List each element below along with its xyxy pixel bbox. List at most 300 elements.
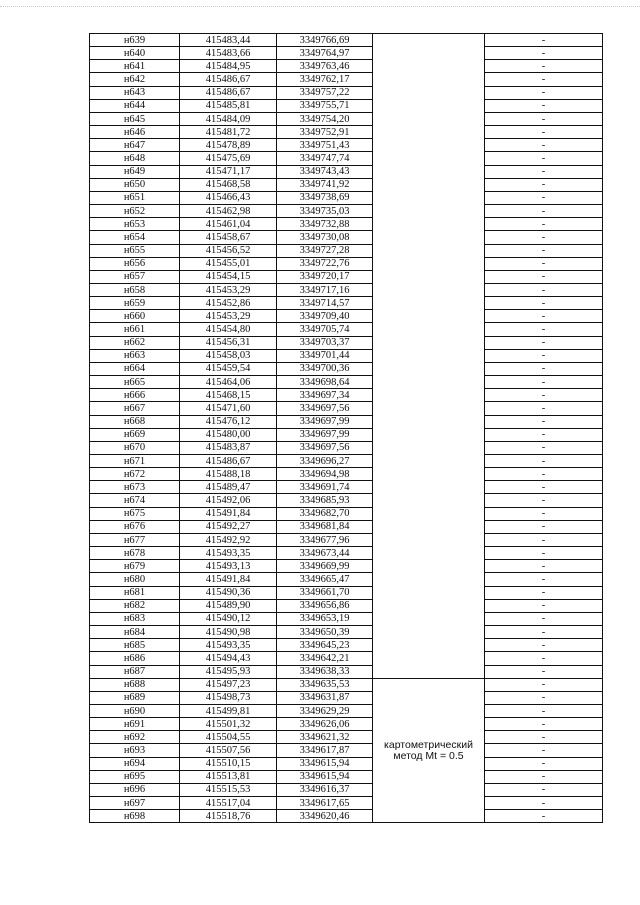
dash-cell: - [485,34,603,47]
x-coord-cell: 415486,67 [180,455,277,468]
x-coord-cell: 415499,81 [180,704,277,717]
x-coord-cell: 415498,73 [180,691,277,704]
dash-cell: - [485,165,603,178]
point-id-cell: н640 [90,47,180,60]
dash-cell: - [485,718,603,731]
y-coord-cell: 3349762,17 [277,73,373,86]
table-row [90,86,603,99]
x-coord-cell: 415461,04 [180,218,277,231]
point-id-cell: н690 [90,704,180,717]
point-id-cell: н672 [90,468,180,481]
y-coord-cell: 3349621,32 [277,731,373,744]
dash-cell: - [485,560,603,573]
point-id-cell: н676 [90,520,180,533]
table-row [90,665,603,678]
table-row [90,323,603,336]
table-row [90,362,603,375]
table-row [90,810,603,823]
dash-cell: - [485,336,603,349]
table-row [90,560,603,573]
x-coord-cell: 415501,32 [180,718,277,731]
point-id-cell: н659 [90,297,180,310]
point-id-cell: н655 [90,244,180,257]
dash-cell: - [485,468,603,481]
x-coord-cell: 415488,18 [180,468,277,481]
table-row [90,797,603,810]
dash-cell: - [485,205,603,218]
x-coord-cell: 415510,15 [180,757,277,770]
point-id-cell: н644 [90,99,180,112]
point-id-cell: н678 [90,547,180,560]
dash-cell: - [485,797,603,810]
x-coord-cell: 415497,23 [180,678,277,691]
table-row [90,547,603,560]
table-row [90,165,603,178]
dash-cell: - [485,362,603,375]
x-coord-cell: 415490,98 [180,626,277,639]
point-id-cell: н671 [90,455,180,468]
x-coord-cell: 415453,29 [180,283,277,296]
table-row [90,191,603,204]
table-row [90,47,603,60]
table-row [90,770,603,783]
x-coord-cell: 415485,81 [180,99,277,112]
y-coord-cell: 3349751,43 [277,139,373,152]
dash-cell: - [485,612,603,625]
y-coord-cell: 3349709,40 [277,310,373,323]
table-row [90,428,603,441]
x-coord-cell: 415493,13 [180,560,277,573]
y-coord-cell: 3349735,03 [277,205,373,218]
x-coord-cell: 415452,86 [180,297,277,310]
y-coord-cell: 3349763,46 [277,60,373,73]
y-coord-cell: 3349752,91 [277,126,373,139]
table-row [90,99,603,112]
point-id-cell: н679 [90,560,180,573]
point-id-cell: н661 [90,323,180,336]
x-coord-cell: 415458,03 [180,349,277,362]
table-row [90,376,603,389]
dash-cell: - [485,323,603,336]
table-row [90,389,603,402]
dash-cell: - [485,481,603,494]
x-coord-cell: 415507,56 [180,744,277,757]
x-coord-cell: 415494,43 [180,652,277,665]
x-coord-cell: 415481,72 [180,126,277,139]
x-coord-cell: 415468,58 [180,178,277,191]
dash-cell: - [485,376,603,389]
x-coord-cell: 415518,76 [180,810,277,823]
x-coord-cell: 415492,92 [180,533,277,546]
dash-cell: - [485,731,603,744]
dash-cell: - [485,665,603,678]
table-row [90,468,603,481]
y-coord-cell: 3349697,99 [277,415,373,428]
x-coord-cell: 415471,60 [180,402,277,415]
y-coord-cell: 3349665,47 [277,573,373,586]
table-row [90,586,603,599]
dash-cell: - [485,283,603,296]
dash-cell: - [485,99,603,112]
point-id-cell: н691 [90,718,180,731]
y-coord-cell: 3349697,34 [277,389,373,402]
dash-cell: - [485,47,603,60]
y-coord-cell: 3349635,53 [277,678,373,691]
y-coord-cell: 3349682,70 [277,507,373,520]
method-cell: картометрический метод Mt = 0.5 [373,678,485,823]
point-id-cell: н668 [90,415,180,428]
point-id-cell: н694 [90,757,180,770]
table-row [90,231,603,244]
y-coord-cell: 3349698,64 [277,376,373,389]
y-coord-cell: 3349757,22 [277,86,373,99]
dash-cell: - [485,73,603,86]
dash-cell: - [485,770,603,783]
dash-cell: - [485,652,603,665]
point-id-cell: н685 [90,639,180,652]
point-id-cell: н651 [90,191,180,204]
x-coord-cell: 415456,31 [180,336,277,349]
table-row [90,691,603,704]
table-row [90,283,603,296]
x-coord-cell: 415468,15 [180,389,277,402]
dash-cell: - [485,270,603,283]
table-row [90,757,603,770]
point-id-cell: н653 [90,218,180,231]
table-row [90,652,603,665]
table-row [90,455,603,468]
x-coord-cell: 415454,15 [180,270,277,283]
table-row [90,481,603,494]
x-coord-cell: 415480,00 [180,428,277,441]
table-row [90,744,603,757]
x-coord-cell: 415486,67 [180,86,277,99]
point-id-cell: н687 [90,665,180,678]
dash-cell: - [485,126,603,139]
y-coord-cell: 3349701,44 [277,349,373,362]
y-coord-cell: 3349645,23 [277,639,373,652]
x-coord-cell: 415490,12 [180,612,277,625]
point-id-cell: н697 [90,797,180,810]
dash-cell: - [485,112,603,125]
scan-edge-line [0,6,640,11]
point-id-cell: н670 [90,441,180,454]
y-coord-cell: 3349626,06 [277,718,373,731]
point-id-cell: н647 [90,139,180,152]
table-row [90,178,603,191]
y-coord-cell: 3349700,36 [277,362,373,375]
x-coord-cell: 415454,80 [180,323,277,336]
y-coord-cell: 3349617,65 [277,797,373,810]
table-row [90,257,603,270]
point-id-cell: н693 [90,744,180,757]
y-coord-cell: 3349738,69 [277,191,373,204]
table-row [90,731,603,744]
y-coord-cell: 3349656,86 [277,599,373,612]
y-coord-cell: 3349754,20 [277,112,373,125]
y-coord-cell: 3349631,87 [277,691,373,704]
x-coord-cell: 415491,84 [180,507,277,520]
x-coord-cell: 415471,17 [180,165,277,178]
point-id-cell: н650 [90,178,180,191]
y-coord-cell: 3349727,28 [277,244,373,257]
y-coord-cell: 3349615,94 [277,770,373,783]
dash-cell: - [485,744,603,757]
dash-cell: - [485,191,603,204]
point-id-cell: н666 [90,389,180,402]
point-id-cell: н692 [90,731,180,744]
y-coord-cell: 3349673,44 [277,547,373,560]
table-row [90,310,603,323]
y-coord-cell: 3349714,57 [277,297,373,310]
y-coord-cell: 3349741,92 [277,178,373,191]
y-coord-cell: 3349732,88 [277,218,373,231]
point-id-cell: н662 [90,336,180,349]
dash-cell: - [485,507,603,520]
y-coord-cell: 3349620,46 [277,810,373,823]
x-coord-cell: 415504,55 [180,731,277,744]
table-row [90,626,603,639]
dash-cell: - [485,691,603,704]
point-id-cell: н698 [90,810,180,823]
point-id-cell: н643 [90,86,180,99]
y-coord-cell: 3349629,29 [277,704,373,717]
dash-cell: - [485,704,603,717]
table-row [90,639,603,652]
y-coord-cell: 3349617,87 [277,744,373,757]
y-coord-cell: 3349685,93 [277,494,373,507]
x-coord-cell: 415453,29 [180,310,277,323]
table-row [90,34,603,47]
table-row [90,218,603,231]
dash-cell: - [485,244,603,257]
method-cell [373,34,485,679]
point-id-cell: н688 [90,678,180,691]
dash-cell: - [485,86,603,99]
y-coord-cell: 3349650,39 [277,626,373,639]
point-id-cell: н695 [90,770,180,783]
point-id-cell: н646 [90,126,180,139]
y-coord-cell: 3349766,69 [277,34,373,47]
dash-cell: - [485,349,603,362]
y-coord-cell: 3349743,43 [277,165,373,178]
point-id-cell: н684 [90,626,180,639]
y-coord-cell: 3349653,19 [277,612,373,625]
dash-cell: - [485,139,603,152]
x-coord-cell: 415493,35 [180,547,277,560]
table-row [90,612,603,625]
table-row [90,402,603,415]
table-row [90,126,603,139]
point-id-cell: н645 [90,112,180,125]
dash-cell: - [485,573,603,586]
table-row [90,783,603,796]
point-id-cell: н663 [90,349,180,362]
y-coord-cell: 3349722,76 [277,257,373,270]
point-id-cell: н683 [90,612,180,625]
table-row [90,599,603,612]
y-coord-cell: 3349642,21 [277,652,373,665]
y-coord-cell: 3349755,71 [277,99,373,112]
point-id-cell: н682 [90,599,180,612]
y-coord-cell: 3349691,74 [277,481,373,494]
x-coord-cell: 415459,54 [180,362,277,375]
table-row [90,60,603,73]
point-id-cell: н673 [90,481,180,494]
dash-cell: - [485,586,603,599]
table-row [90,139,603,152]
dash-cell: - [485,428,603,441]
y-coord-cell: 3349717,16 [277,283,373,296]
x-coord-cell: 415455,01 [180,257,277,270]
point-id-cell: н649 [90,165,180,178]
x-coord-cell: 415483,66 [180,47,277,60]
dash-cell: - [485,441,603,454]
point-id-cell: н660 [90,310,180,323]
y-coord-cell: 3349638,33 [277,665,373,678]
table-row [90,336,603,349]
y-coord-cell: 3349703,37 [277,336,373,349]
dash-cell: - [485,639,603,652]
x-coord-cell: 415484,95 [180,60,277,73]
y-coord-cell: 3349697,99 [277,428,373,441]
dash-cell: - [485,60,603,73]
x-coord-cell: 415491,84 [180,573,277,586]
x-coord-cell: 415456,52 [180,244,277,257]
x-coord-cell: 415493,35 [180,639,277,652]
table-row [90,297,603,310]
dash-cell: - [485,178,603,191]
dash-cell: - [485,297,603,310]
x-coord-cell: 415486,67 [180,73,277,86]
table-row [90,415,603,428]
x-coord-cell: 415476,12 [180,415,277,428]
x-coord-cell: 415515,53 [180,783,277,796]
x-coord-cell: 415475,69 [180,152,277,165]
point-id-cell: н665 [90,376,180,389]
point-id-cell: н680 [90,573,180,586]
y-coord-cell: 3349677,96 [277,533,373,546]
y-coord-cell: 3349720,17 [277,270,373,283]
x-coord-cell: 415458,67 [180,231,277,244]
dash-cell: - [485,402,603,415]
y-coord-cell: 3349697,56 [277,402,373,415]
x-coord-cell: 415495,93 [180,665,277,678]
point-id-cell: н657 [90,270,180,283]
y-coord-cell: 3349694,98 [277,468,373,481]
y-coord-cell: 3349681,84 [277,520,373,533]
dash-cell: - [485,152,603,165]
x-coord-cell: 415489,47 [180,481,277,494]
x-coord-cell: 415478,89 [180,139,277,152]
y-coord-cell: 3349616,37 [277,783,373,796]
table-row [90,349,603,362]
point-id-cell: н686 [90,652,180,665]
table-row [90,152,603,165]
y-coord-cell: 3349697,56 [277,441,373,454]
point-id-cell: н656 [90,257,180,270]
dash-cell: - [485,547,603,560]
dash-cell: - [485,494,603,507]
x-coord-cell: 415464,06 [180,376,277,389]
table-row [90,520,603,533]
table-row [90,441,603,454]
y-coord-cell: 3349661,70 [277,586,373,599]
y-coord-cell: 3349696,27 [277,455,373,468]
point-id-cell: н639 [90,34,180,47]
dash-cell: - [485,520,603,533]
coordinates-table [89,33,603,823]
point-id-cell: н658 [90,283,180,296]
table-row [90,270,603,283]
y-coord-cell: 3349705,74 [277,323,373,336]
table-row [90,244,603,257]
y-coord-cell: 3349764,97 [277,47,373,60]
y-coord-cell: 3349669,99 [277,560,373,573]
point-id-cell: н674 [90,494,180,507]
point-id-cell: н681 [90,586,180,599]
x-coord-cell: 415483,87 [180,441,277,454]
point-id-cell: н652 [90,205,180,218]
x-coord-cell: 415483,44 [180,34,277,47]
dash-cell: - [485,533,603,546]
dash-cell: - [485,626,603,639]
table-row [90,205,603,218]
table-row [90,533,603,546]
x-coord-cell: 415489,90 [180,599,277,612]
y-coord-cell: 3349747,74 [277,152,373,165]
x-coord-cell: 415517,04 [180,797,277,810]
x-coord-cell: 415513,81 [180,770,277,783]
dash-cell: - [485,218,603,231]
dash-cell: - [485,783,603,796]
point-id-cell: н654 [90,231,180,244]
x-coord-cell: 415466,43 [180,191,277,204]
table-row [90,494,603,507]
y-coord-cell: 3349730,08 [277,231,373,244]
dash-cell: - [485,810,603,823]
point-id-cell: н667 [90,402,180,415]
dash-cell: - [485,231,603,244]
point-id-cell: н664 [90,362,180,375]
dash-cell: - [485,678,603,691]
x-coord-cell: 415490,36 [180,586,277,599]
point-id-cell: н642 [90,73,180,86]
dash-cell: - [485,389,603,402]
dash-cell: - [485,757,603,770]
point-id-cell: н669 [90,428,180,441]
table-row [90,718,603,731]
point-id-cell: н648 [90,152,180,165]
dash-cell: - [485,415,603,428]
table-row [90,112,603,125]
table-row [90,73,603,86]
point-id-cell: н641 [90,60,180,73]
table-row [90,507,603,520]
x-coord-cell: 415492,06 [180,494,277,507]
point-id-cell: н696 [90,783,180,796]
table-row [90,573,603,586]
dash-cell: - [485,257,603,270]
x-coord-cell: 415484,09 [180,112,277,125]
dash-cell: - [485,599,603,612]
y-coord-cell: 3349615,94 [277,757,373,770]
point-id-cell: н675 [90,507,180,520]
point-id-cell: н689 [90,691,180,704]
table-row [90,704,603,717]
x-coord-cell: 415462,98 [180,205,277,218]
x-coord-cell: 415492,27 [180,520,277,533]
